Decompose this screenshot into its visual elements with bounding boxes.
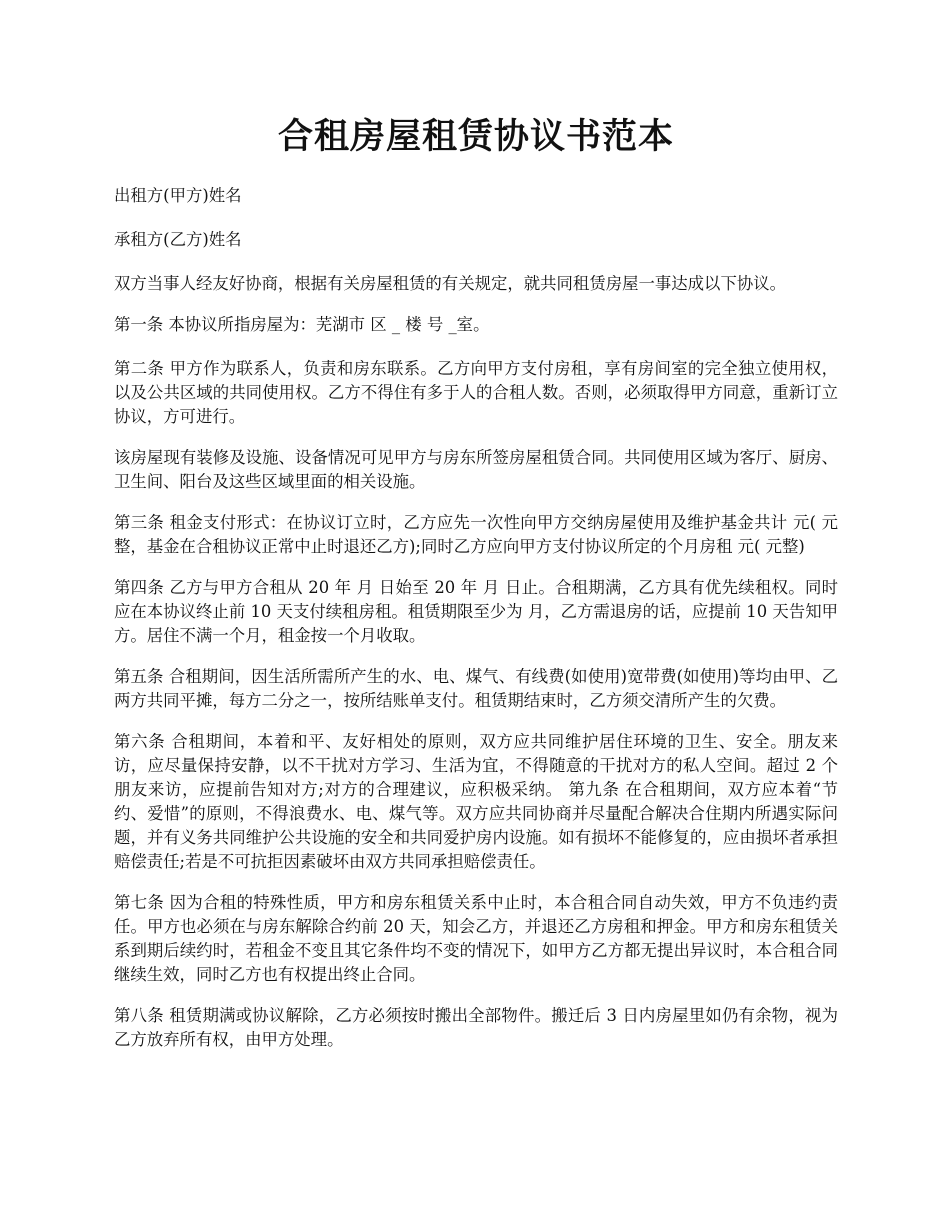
facilities-paragraph: 该房屋现有装修及设施、设备情况可见甲方与房东所签房屋租赁合同。共同使用区域为客厅、厨房、卫生间、阳台及这些区域里面的相关设施。 <box>114 448 838 491</box>
lessee-name-line: 承租方(乙方)姓名 <box>114 230 242 249</box>
article-1-paragraph: 第一条 本协议所指房屋为：芜湖市 区 _ 楼 号 _室。 <box>114 315 490 334</box>
preamble-paragraph: 双方当事人经友好协商，根据有关房屋租赁的有关规定，就共同租赁房屋一事达成以下协议。 <box>114 274 787 293</box>
document-title: 合租房屋租赁协议书范本 <box>277 116 674 157</box>
lessor-name-line: 出租方(甲方)姓名 <box>114 186 242 205</box>
article-4-paragraph: 第四条 乙方与甲方合租从 20 年 月 日始至 20 年 月 日止。合租期满，乙方具有优先续租权。同时应在本协议终止前 10 天支付续租房租。租赁期限至少为 月，乙方需退房的话，应提前 10 天告知甲方。居住不满一个月，租金按一个月收取。 <box>114 578 838 645</box>
article-6-paragraph: 第六条 合租期间，本着和平、友好相处的原则，双方应共同维护居住环境的卫生、安全。朋友来访，应尽量保持安静，以不干扰对方学习、生活为宜，不得随意的干扰对方的私人空间。超过 2 个朋友来访，应提前告知对方;对方的合理建议，应积极采纳。 第九条 在合租期间，双方应本着“节约、爱惜”的原则，不得浪费水、电、煤气等。双方应共同协商并尽量配合解决合住期内所遇实际问题，并有义务共同维护公共设施的安全和共同爱护房内设施。如有损坏不能修复的，应由损坏者承担赔偿责任;若是不可抗拒因素破坏由双方共同承担赔偿责任。 <box>114 732 838 871</box>
article-7-paragraph: 第七条 因为合租的特殊性质，甲方和房东租赁关系中止时，本合租合同自动失效，甲方不负违约责任。甲方也必须在与房东解除合约前 20 天，知会乙方，并退还乙方房租和押金。甲方和房东租赁关系到期后续约时，若租金不变且其它条件均不变的情况下，如甲方乙方都无提出异议时，本合租合同继续生效，同时乙方也有权提出终止合同。 <box>114 893 838 984</box>
article-5-paragraph: 第五条 合租期间，因生活所需所产生的水、电、煤气、有线费(如使用)宽带费(如使用)等均由甲、乙两方共同平摊，每方二分之一，按所结账单支付。租赁期结束时，乙方须交清所产生的欠费。 <box>114 667 838 710</box>
article-3-paragraph: 第三条 租金支付形式：在协议订立时，乙方应先一次性向甲方交纳房屋使用及维护基金共计 元( 元整，基金在合租协议正常中止时退还乙方);同时乙方应向甲方支付协议所定的个月房租 元( 元整) <box>114 513 838 556</box>
article-2-paragraph: 第二条 甲方作为联系人，负责和房东联系。乙方向甲方支付房租，享有房间室的完全独立使用权，以及公共区域的共同使用权。乙方不得住有多于人的合租人数。否则，必须取得甲方同意，重新订立协议，方可进行。 <box>114 359 838 426</box>
article-8-paragraph: 第八条 租赁期满或协议解除，乙方必须按时搬出全部物件。搬迁后 3 日内房屋里如仍有余物，视为乙方放弃所有权，由甲方处理。 <box>114 1006 838 1049</box>
